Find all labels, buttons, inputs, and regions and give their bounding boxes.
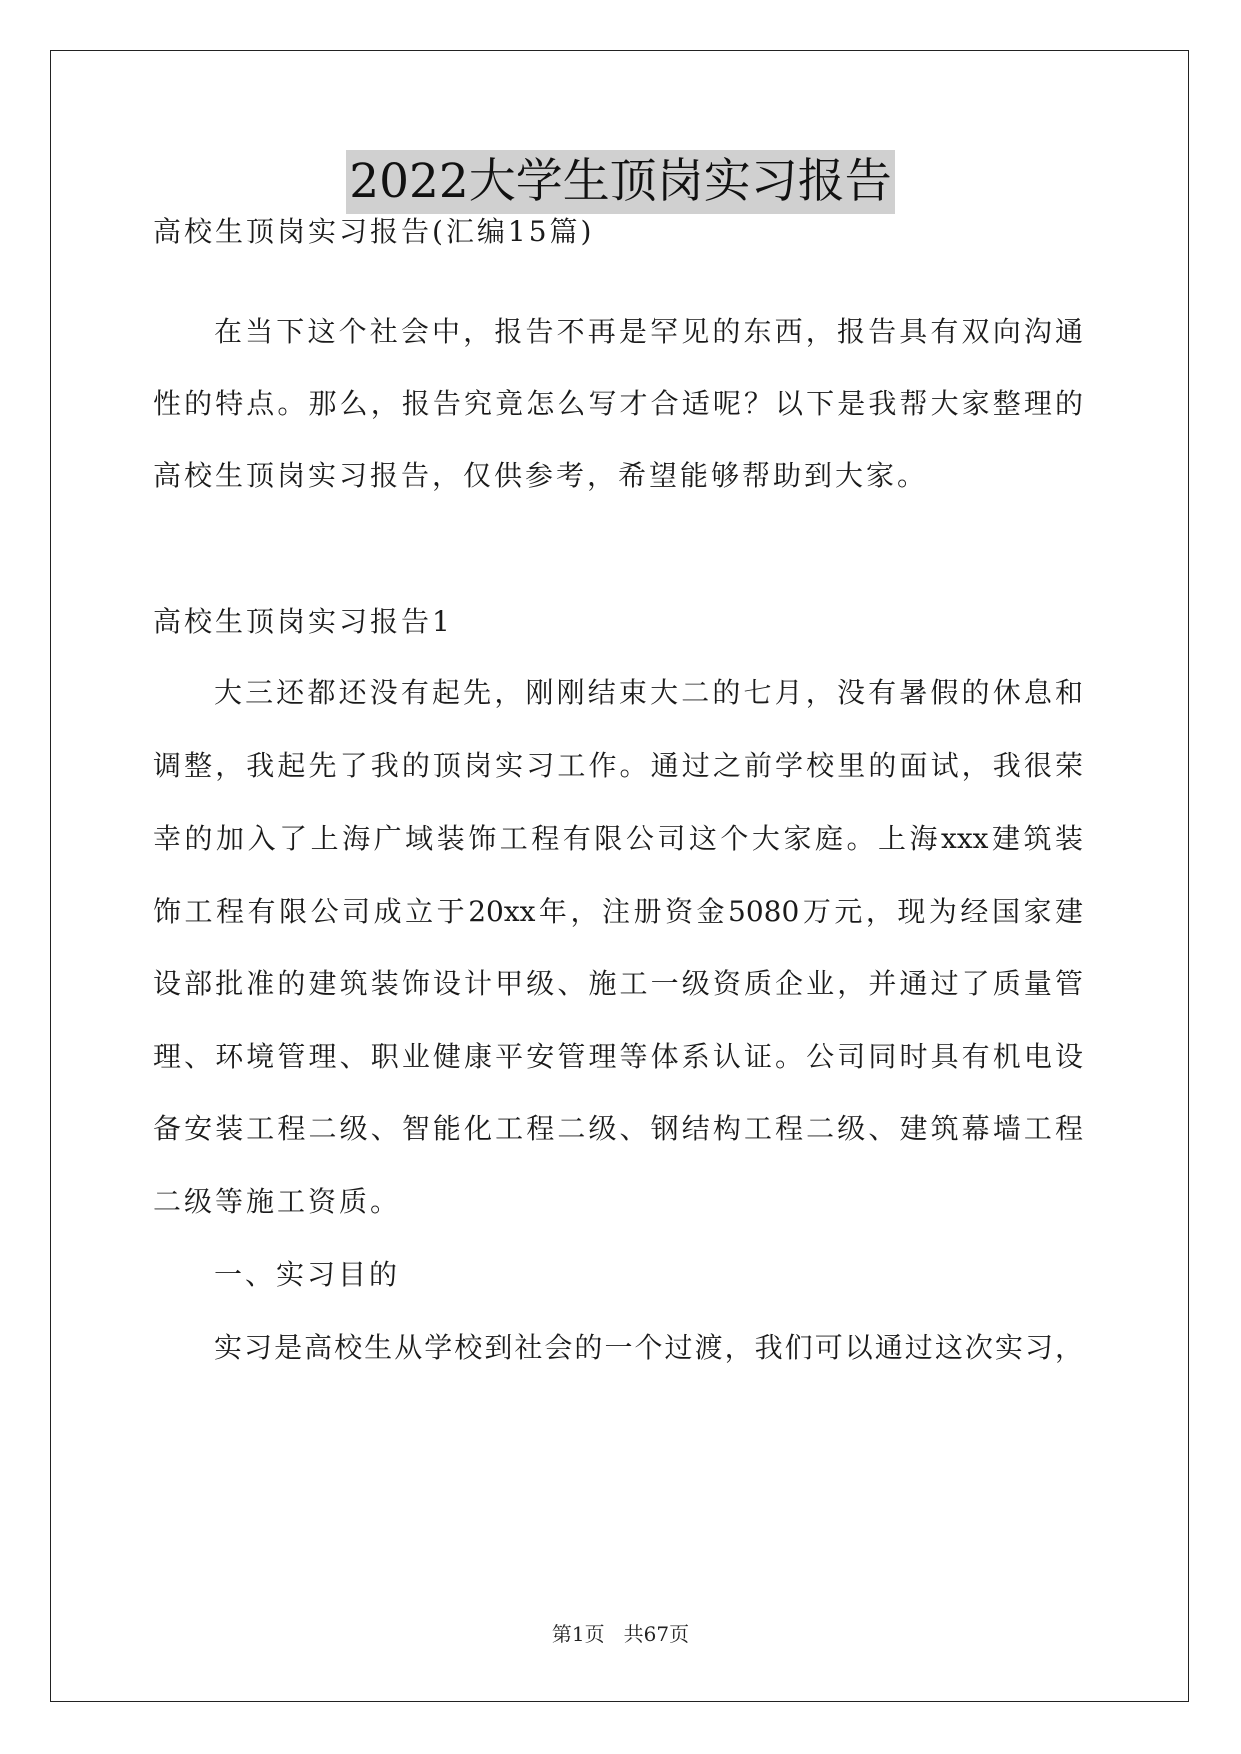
paragraph-line: 备安装工程二级、智能化工程二级、钢结构工程二级、建筑幕墙工程 <box>153 1112 1083 1145</box>
paragraph-line: 二级等施工资质。 <box>153 1185 402 1218</box>
paragraph-line: 大三还都还没有起先，刚刚结束大二的七月，没有暑假的休息和 <box>214 676 1083 709</box>
paragraph-line: 实习是高校生从学校到社会的一个过渡，我们可以通过这次实习， <box>214 1331 1083 1364</box>
paragraph-line: 性的特点。那么，报告究竟怎么写才合适呢？以下是我帮大家整理的 <box>153 387 1083 420</box>
paragraph-line: 设部批准的建筑装饰设计甲级、施工一级资质企业，并通过了质量管 <box>153 967 1083 1000</box>
page-number <box>0 1620 1241 1648</box>
page-number-label: 第1页 共67页 <box>551 1622 690 1646</box>
subsection-heading: 一、实习目的 <box>214 1258 401 1291</box>
paragraph-line: 调整，我起先了我的顶岗实习工作。通过之前学校里的面试，我很荣 <box>153 749 1083 782</box>
document-title: 2022大学生顶岗实习报告 <box>346 150 895 214</box>
subtitle-line: 高校生顶岗实习报告(汇编15篇) <box>153 215 595 248</box>
page-border <box>50 50 1189 1702</box>
paragraph-line: 饰工程有限公司成立于20xx年，注册资金5080万元，现为经国家建 <box>153 895 1083 928</box>
paragraph-line: 理、环境管理、职业健康平安管理等体系认证。公司同时具有机电设 <box>153 1040 1083 1073</box>
paragraph-line: 幸的加入了上海广域装饰工程有限公司这个大家庭。上海xxx建筑装 <box>153 822 1083 855</box>
title-container <box>0 150 1241 214</box>
paragraph-line: 高校生顶岗实习报告，仅供参考，希望能够帮助到大家。 <box>153 459 929 492</box>
section-heading: 高校生顶岗实习报告1 <box>153 605 453 638</box>
paragraph-line: 在当下这个社会中，报告不再是罕见的东西，报告具有双向沟通 <box>214 315 1083 348</box>
